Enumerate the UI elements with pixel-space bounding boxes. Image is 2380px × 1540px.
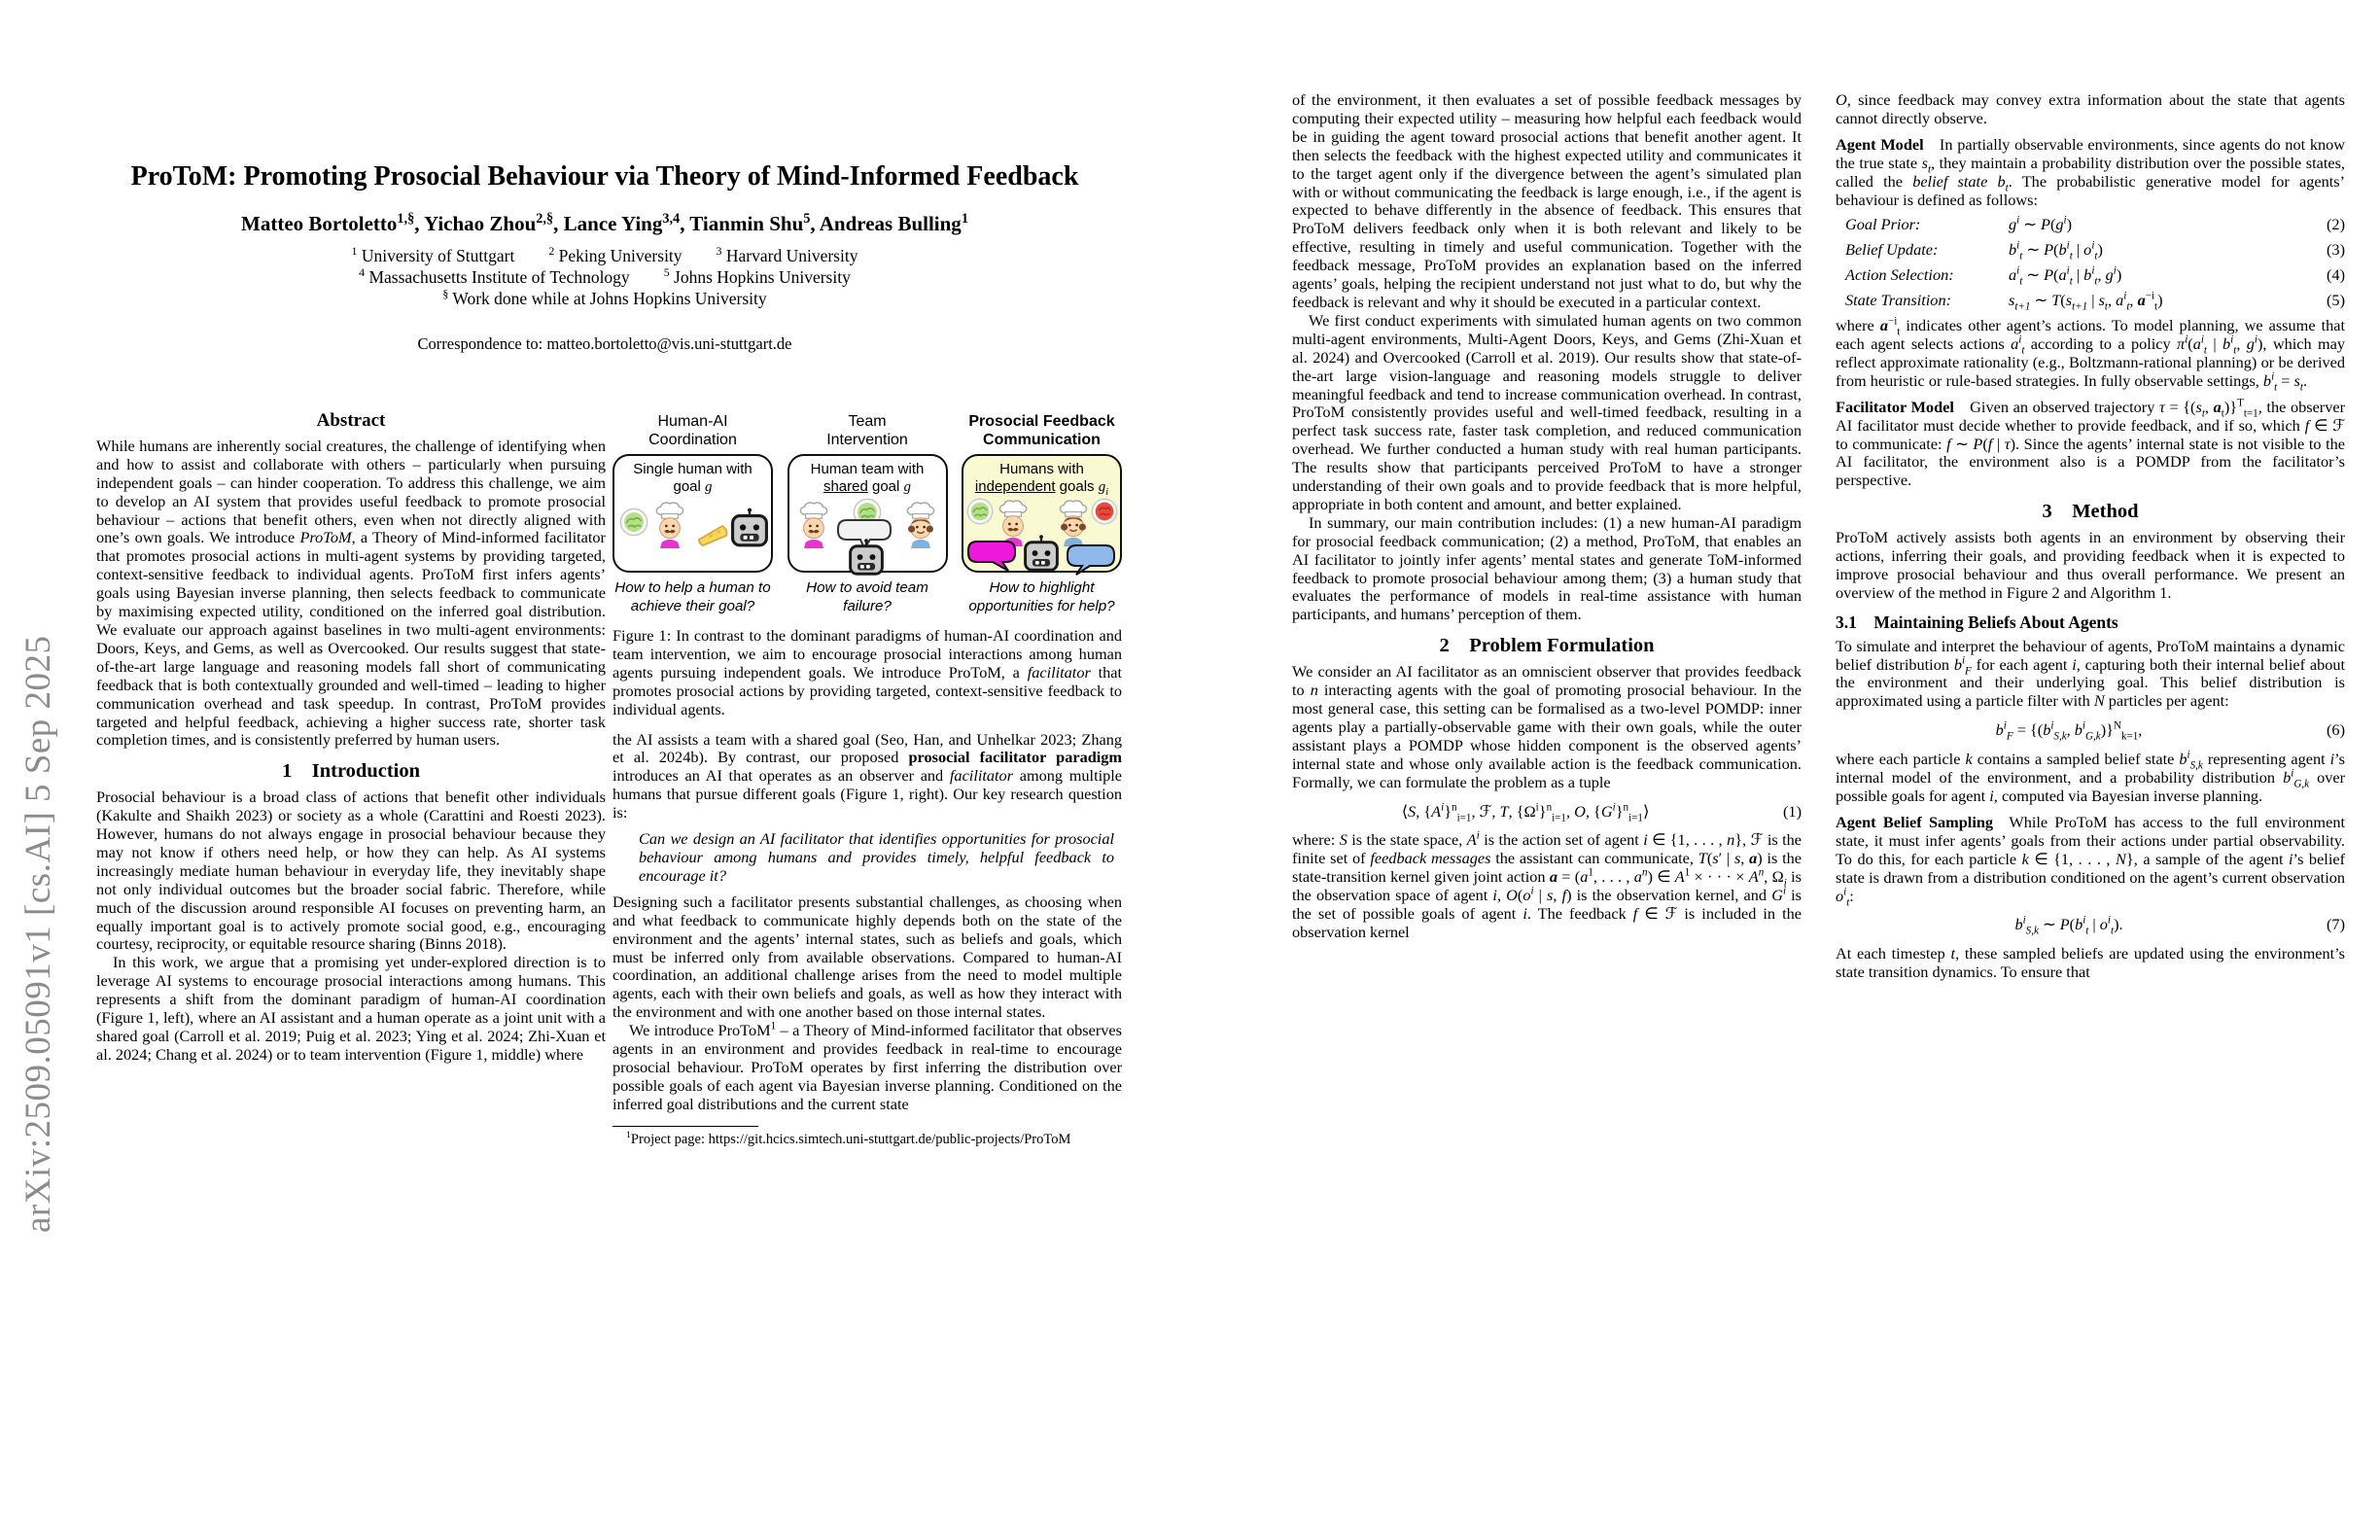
- panel-caption: How to avoid team failure?: [806, 579, 928, 614]
- panel-caption: How to help a human to achieve their goal?: [614, 579, 771, 614]
- chef-icon: [899, 502, 942, 548]
- equation-formula: $b^i_F = \{(b^i_{S,k}$, $b^i_{G,k})\}^N_{k=1}$,: [1995, 719, 2143, 743]
- panel-icons: [617, 498, 768, 576]
- equation-2: [1836, 216, 2345, 234]
- chef-icon: [648, 502, 691, 548]
- intro-paragraph: Prosocial behaviour is a broad class of actions that benefit other individuals (Kakulte and Shaikh 2023) or society as a whole (Carattini and Roesti 2023). However, humans do not always engage in prosocial behaviour because they may not know if others need help, or how they can help. As AI systems increasingly mediate human behaviour in everyday life, they inevitably shape not only individual outcomes but the broader social fabric. Therefore, while much of the discussion around responsible AI focuses on preventing harm, an equally important goal is to actively promote social good, e.g., encouraging courtesy, reciprocity, or equitable resource sharing (Binns 2018).: [96, 788, 606, 954]
- body-paragraph: In summary, our main contribution includes: (1) a new human-AI paradigm for prosocial feedback communication; (2) a method, ProToM, that enables an AI facilitator to jointly infer agents’ mental states and generate ToM-informed feedback to promote prosocial behaviour among them; (3) a human study that evaluates the performance of models in real-time assistance with human participants, and humans’ perception of them.: [1292, 512, 1802, 624]
- equation-number: (2): [2327, 215, 2345, 234]
- subsection-heading-maintaining-beliefs: 3.1 Maintaining Beliefs About Agents: [1836, 612, 2118, 632]
- intro-paragraph: In this work, we argue that a promising yet under-explored direction is to leverage AI systems to encourage prosocial interactions among humans. This represents a shift from the dominant paradigm of human-AI coordination (Figure 1, left), where an AI assistant and a human operate as a joint unit with a shared goal (Carroll et al. 2019; Puig et al. 2023; Ying et al. 2024; Zhi-Xuan et al. 2024; Chang et al. 2024) or to team intervention (Figure 1, middle) where: [96, 953, 606, 1064]
- figure-1-caption: Figure 1: In contrast to the dominant paradigms of human-AI coordination and team intervention, we aim to encourage prosocial interactions among human agents pursuing independent goals. We introduce ProToM, a facilitator that promotes prosocial actions by providing targeted, context-sensitive feedback to individual agents.: [612, 626, 1123, 718]
- panel-icons: [792, 498, 943, 576]
- panel-box: [788, 454, 948, 573]
- affiliations: [88, 245, 1122, 309]
- tomato-icon: [1091, 498, 1118, 525]
- figure-1-panels: [612, 412, 1122, 615]
- correspondence-line: Correspondence to: matteo.bortoletto@vis.uni-stuttgart.de: [417, 334, 792, 353]
- affiliation-line: § Work done while at Johns Hopkins University: [442, 287, 767, 308]
- column-figure-text: [612, 412, 1122, 1148]
- affiliation-line: $^4$ Massachusetts Institute of Technology $^5$ Johns Hopkins University: [359, 265, 851, 287]
- panel-title: Prosocial Feedback Communication: [968, 413, 1115, 448]
- body-paragraph: ProToM actively assists both agents in an environment by observing their actions, inferring their goals, and providing feedback when it is expected to improve prosocial behaviour and thus overall performance. We present an overview of the method in Figure 2 and Algorithm 1.: [1836, 528, 2345, 602]
- equation-formula: $s_{t+1}$ ∼ $T(s_{t+1}$ | $s_t$, $a^i_t$, $a^{-i}_t$): [2009, 290, 2163, 313]
- paper-header: [88, 161, 1122, 354]
- body-paragraph: Designing such a facilitator presents substantial challenges, as choosing when and what feedback to communicate highly depends both on the state of the environment and the agents’ internal states, such as beliefs and goals, which must be inferred only from available observations. Compared to human-AI coordination, an additional challenge arises from the need to model multiple agents, each with their own beliefs and goals, as well as how they interact with the environment and with one another based on those internal states.: [612, 892, 1122, 1022]
- equation-label: Action Selection:: [1845, 265, 1954, 285]
- footnote-text: $^1$Project page: https://git.hcics.simtech.uni-stuttgart.de/public-projects/ProToM: [626, 1129, 1071, 1147]
- panel-title: Team Intervention: [826, 413, 908, 448]
- lettuce-icon: [619, 508, 648, 537]
- equation-3: [1836, 241, 2345, 260]
- footnote-rule: [612, 1126, 758, 1127]
- equation-label: State Transition:: [1845, 291, 1952, 310]
- body-paragraph: where each particle k contains a sampled belief state $b^i_{S,k}$ representing agent i’s internal model of the environment, and a probability distribution $b^i_{G,k}$ over possible goals for agent i, computed via Bayesian inverse planning.: [1836, 749, 2346, 805]
- footnote: [612, 1126, 1122, 1148]
- abstract-text: While humans are inherently social creatures, the challenge of identifying when and how to assist and collaborate with others – particularly when pursuing independent goals – can hinder cooperation. To address this challenge, we aim to develop an AI system that provides useful feedback to promote prosocial behaviour – actions that benefit others, even when not directly aligned with one’s own goals. We introduce ProToM, a Theory of Mind-informed facilitator that promotes prosocial actions in multi-agent systems by providing targeted, context-sensitive feedback to individual agents. ProToM first infers agents’ goals using Bayesian inverse planning, then selects feedback to communicate by maximising expected utility, conditioned on the inferred goal distribution. We evaluate our approach against baselines in two multi-agent environments: Doors, Keys, and Gems, as well as Overcooked. Our results suggest that state-of-the-art large language and reasoning models fall short of communicating feedback that is both contextually grounded and well-timed – leading to higher communication overhead and task speedup. In contrast, ProToM provides targeted and helpful feedback, achieving a higher success rate, shorter task completion times, and is consistently preferred by human users.: [96, 436, 606, 750]
- panel-title: Human-AI Coordination: [648, 413, 737, 448]
- section-heading-problem-formulation: 2 Problem Formulation: [1439, 635, 1655, 657]
- equation-6: [1836, 719, 2345, 743]
- equation-formula: $b^i_{S,k}$ ∼ $P(b^i_t$ | $o^i_t$).: [2014, 915, 2123, 937]
- robot-icon: [728, 508, 771, 547]
- author-list: Matteo Bortoletto$^{1,\S}$, Yichao Zhou$^{2,\S}$, Lance Ying$^{3,4}$, Tianmin Shu$^5$, Andreas Bulling$^1$: [241, 211, 968, 235]
- body-paragraph: To simulate and interpret the behaviour of agents, ProToM maintains a dynamic belief distribution $b^i_F$ for each agent i, capturing both their internal belief about the environment and their underlying goal. This belief distribution is approximated using a particle filter with N particles per agent:: [1836, 636, 2346, 711]
- agent-model-paragraph: Agent Model In partially observable environments, since agents do not know the true state $s_t$, they maintain a probability distribution over the possible states, called the belief state $b_t$. The probabilistic generative model for agents’ behaviour is defined as follows:: [1836, 134, 2346, 209]
- equation-5: [1836, 290, 2345, 313]
- abstract-heading: Abstract: [316, 410, 386, 431]
- panel-caption: How to highlight opportunities for help?: [968, 579, 1115, 614]
- equation-4: [1836, 264, 2345, 288]
- panel-label: Human team with shared goal g: [810, 461, 925, 495]
- speech-bubble-magenta-icon: [966, 541, 1017, 572]
- equation-formula: $a^i_t$ ∼ $P(a^i_t$ | $b^i_t$, $g^i$): [2009, 264, 2122, 288]
- body-paragraph: We consider an AI facilitator as an omniscient observer that provides feedback to n interacting agents with the goal of promoting prosocial behaviour. In the most general case, this setting can be formalised as a two-level POMDP: inner agents play a partially-observable game with their own goals, while the outer assistant plays a POMDP whose hidden component is the observed agents’ internal state and whose only available action is the feedback communication. Formally, we can formulate the problem as a tuple: [1292, 662, 1802, 791]
- figure-panel-prosocial-feedback: [962, 412, 1122, 615]
- equation-formula: $b^i_t$ ∼ $P(b^i_t$ | $o^i_t$): [2009, 239, 2103, 262]
- body-paragraph: where $a^{-i}_t$ indicates other agent’s actions. To model planning, we assume that each agent selects actions $a^i_t$ according to a policy $\pi^i(a^i_t$ | $b^i_t$, $g^i$), which may reflect approximate rationality (e.g., Boltzmann-rational planning) or be derived from heuristic or rule-based strategies. In fully observable settings, $b^i_t = s_t$.: [1836, 315, 2346, 394]
- research-question-quote: Can we design an AI facilitator that identifies opportunities for prosocial behaviour among humans and provides timely, helpful feedback to encourage it?: [639, 829, 1114, 885]
- panel-icons: [966, 498, 1117, 576]
- equation-number: (3): [2327, 240, 2345, 260]
- paper-title: ProToM: Promoting Prosocial Behaviour via Theory of Mind-Informed Feedback: [130, 161, 1079, 192]
- equation-number: (1): [1783, 801, 1802, 821]
- body-paragraph: At each timestep t, these sampled beliefs are updated using the environment’s state transition dynamics. To ensure that: [1836, 944, 2345, 982]
- section-heading-method: 3 Method: [2042, 501, 2139, 523]
- body-paragraph: We introduce ProToM$^1$ – a Theory of Mind-informed facilitator that observes agents in an environment and provides feedback in real-time to encourage prosocial behaviour. ProToM operates by first inferring the distribution over possible goals of each agent via Bayesian inverse planning. Conditioned on the inferred goal distributions and the current state: [612, 1020, 1122, 1113]
- robot-icon: [1021, 535, 1062, 572]
- column-four: [1836, 91, 2345, 982]
- section-heading-introduction: 1 Introduction: [281, 760, 420, 783]
- body-paragraph: of the environment, it then evaluates a set of possible feedback messages by computing their expected utility – measuring how helpful each feedback would be in guiding the agent toward prosocial actions that benefit another agent. It then selects the feedback with the highest expected utility and communicates it to the target agent only if the divergence between the agent’s simulated plan with or without communicating the feedback is large enough, i.e., if the agent is expected to behave differently in the absence of feedback. This ensures that ProToM delivers feedback only when it is both relevant and likely to be effective, resulting in timely and useful communication. Together with the feedback message, ProToM provides an explanation based on the inferred agents’ goals, helping the recipient understand not just what to do, but why the feedback is relevant and why it should be executed in a particular context.: [1292, 90, 1802, 311]
- column-three: [1292, 91, 1802, 942]
- cheese-icon: [697, 523, 730, 548]
- arxiv-watermark: arXiv:2509.05091v1 [cs.AI] 5 Sep 2025: [18, 635, 58, 1233]
- panel-label: Single human with goal g: [633, 461, 752, 495]
- robot-icon: [846, 539, 887, 576]
- body-paragraph: We first conduct experiments with simulated human agents on two common multi-agent environments, Multi-Agent Doors, Keys, and Gems (Zhi-Xuan et al. 2024) and Overcooked (Carroll et al. 2019). Our results show that state-of-the-art large vision-language and reasoning models struggle to deliver meaningful feedback and tend to increase communication overhead. In contrast, ProToM consistently provides useful and well-timed feedback, resulting in a perfect task success rate, faster task completion, and reduced communication overhead. We further conducted a human study with real human participants. The results show that participants perceived ProToM to have a stronger understanding of their own goals and to provide feedback that is more helpful, appropriate in both content and amount, and better explained.: [1292, 310, 1802, 513]
- panel-box: [962, 454, 1122, 573]
- panel-label: Humans with independent goals $g_i$: [974, 461, 1109, 498]
- body-paragraph: O, since feedback may convey extra information about the state that agents cannot directly observe.: [1836, 90, 2345, 127]
- lettuce-icon: [966, 498, 994, 525]
- belief-sampling-paragraph: Agent Belief Sampling While ProToM has access to the full environment state, it must infer agents’ goals from their actions under partial observability. To do this, for each particle k ∈ {1, . . . , N}, a sample of the agent i’s belief state is drawn from a distribution conditioned on the agent’s current observation $o^i_t$:: [1836, 812, 2345, 908]
- body-paragraph: where: S is the state space, $A^i$ is the action set of agent i ∈ {1, . . . , n}, ℱ is the finite set of feedback messages the assistant can communicate, T(s′ | s, a) is the state-transition kernel given joint action $a = (a^1$, . . . , $a^n$) ∈ $A^1$ × · · · × $A^n$, $\Omega_i$ is the observation space of agent i, $O(o^i$ | s, f) is the observation kernel, and $G^i$ is the set of possible goals of agent i. The feedback f ∈ ℱ is included in the observation kernel: [1292, 830, 1802, 941]
- equation-formula: ⟨S, $\{A^i\}^n_{i=1}$, ℱ, T, $\{\Omega^i\}^n_{i=1}$, O, $\{G^i\}^n_{i=1}⟩$: [1401, 801, 1650, 823]
- speech-bubble-blue-icon: [1066, 544, 1116, 576]
- equation-formula: $g^i$ ∼ $P(g^i)$: [2009, 215, 2073, 234]
- column-abstract-intro: [96, 412, 606, 1065]
- equation-label: Belief Update:: [1845, 240, 1939, 260]
- body-paragraph: the AI assists a team with a shared goal (Seo, Han, and Unhelkar 2023; Zhang et al. 2024b). By contrast, our proposed prosocial facilitator paradigm introduces an AI that operates as an observer and facilitator among multiple humans that pursue different goals (Figure 1, right). Our key research question is:: [612, 729, 1123, 822]
- facilitator-model-paragraph: Facilitator Model Given an observed trajectory $\tau = \{(s_t$, $a_t)\}^T_{t=1}$, the observer AI facilitator must decide whether to provide feedback, and if so, which f ∈ ℱ to communicate: f ∼ P(f | τ). Since the agents’ internal state is not visible to the AI facilitator, the environment also is a POMDP from the facilitator’s perspective.: [1836, 397, 2346, 490]
- equation-number: (6): [2327, 720, 2345, 740]
- figure-1: [612, 412, 1122, 719]
- equation-1: [1292, 803, 1802, 822]
- chef-icon: [792, 502, 835, 548]
- equation-7: [1836, 915, 2345, 937]
- equation-number: (4): [2327, 265, 2345, 285]
- agent-model-equations: [1836, 215, 2345, 313]
- figure-panel-team-intervention: [788, 412, 948, 615]
- panel-box: [612, 454, 773, 573]
- equation-number: (5): [2327, 291, 2345, 310]
- equation-label: Goal Prior:: [1845, 215, 1921, 234]
- affiliation-line: $^1$ University of Stuttgart $^2$ Peking University $^3$ Harvard University: [351, 244, 858, 265]
- equation-number: (7): [2327, 915, 2345, 934]
- figure-panel-human-ai-coordination: [612, 412, 773, 615]
